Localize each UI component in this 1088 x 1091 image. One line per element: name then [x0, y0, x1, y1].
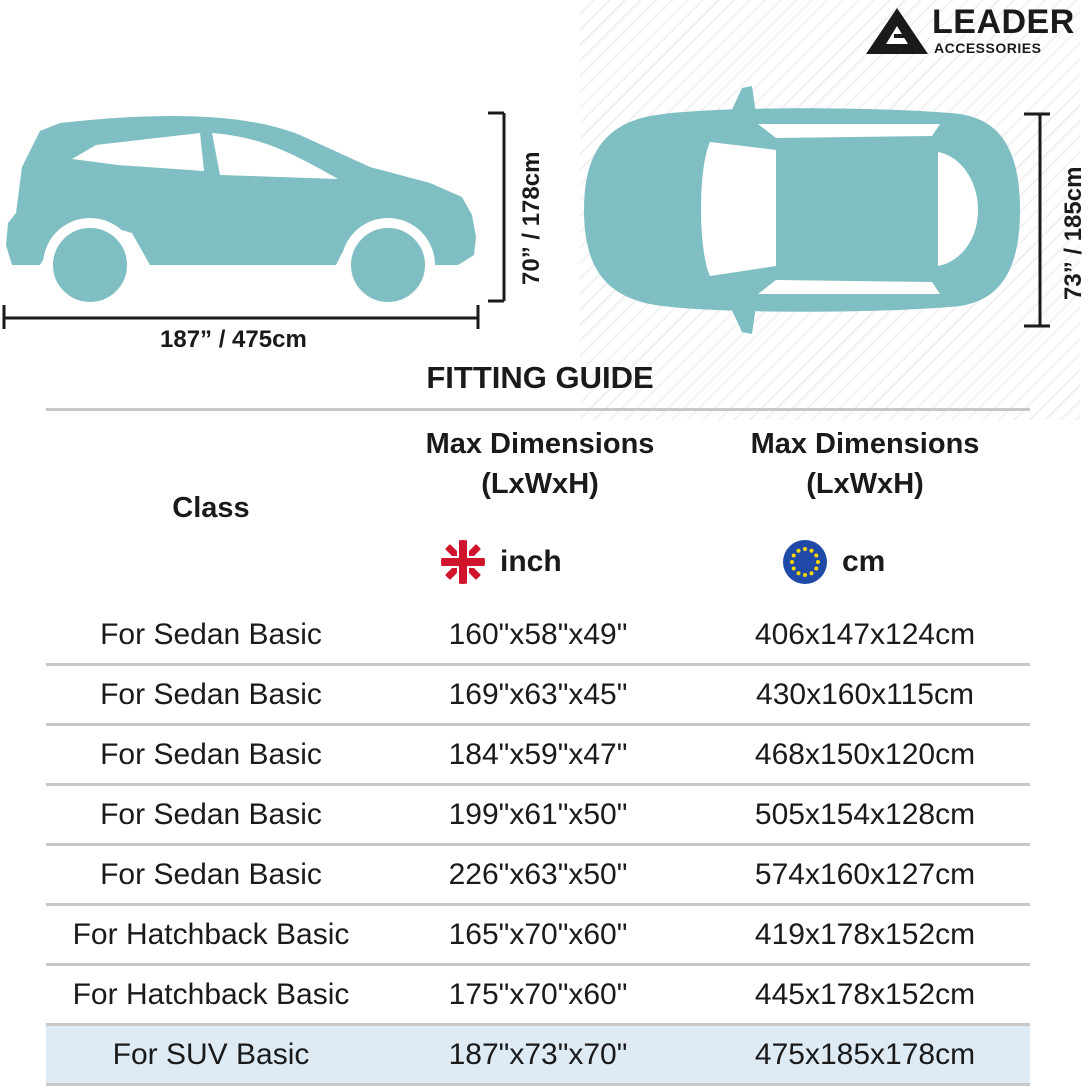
car-side-view — [0, 105, 500, 335]
cell-class: For Sedan Basic — [100, 797, 322, 831]
cell-cm: 505x154x128cm — [754, 797, 976, 831]
header-cm-line1: Max Dimensions — [750, 428, 980, 460]
leader-triangle-logo-icon — [864, 6, 930, 56]
brand-logo — [864, 4, 1074, 56]
cell-inch: 165"x70"x60" — [448, 917, 628, 951]
cell-cm: 406x147x124cm — [754, 617, 976, 651]
cell-inch: 169"x63"x45" — [448, 677, 628, 711]
cell-inch: 160"x58"x49" — [448, 617, 628, 651]
cell-cm: 475x185x178cm — [754, 1037, 976, 1071]
header-class: Class — [172, 492, 250, 524]
cell-class: For Hatchback Basic — [72, 917, 350, 951]
cell-cm: 430x160x115cm — [756, 677, 974, 711]
cell-cm: 419x178x152cm — [754, 917, 976, 951]
brand-name: LEADER — [932, 3, 1075, 41]
eu-flag-icon — [782, 539, 828, 585]
height-dimension-label: 70” / 178cm — [518, 151, 545, 285]
car-top-view — [580, 80, 1060, 350]
windshield — [701, 142, 776, 276]
table-row — [46, 846, 1030, 906]
cell-inch: 226"x63"x50" — [448, 857, 628, 891]
table-row — [46, 966, 1030, 1026]
side-window-bottom — [758, 280, 940, 294]
width-dimension-label: 73” / 185cm — [1060, 166, 1087, 300]
cell-class: For SUV Basic — [112, 1037, 310, 1071]
unit-inch — [440, 538, 562, 586]
cell-class: For Sedan Basic — [100, 737, 322, 771]
cell-class: For Hatchback Basic — [72, 977, 350, 1011]
header-inch-line2: (LxWxH) — [481, 468, 599, 500]
cell-class: For Sedan Basic — [100, 617, 322, 651]
unit-cm-label: cm — [842, 545, 886, 578]
cell-cm: 574x160x127cm — [754, 857, 976, 891]
mirror-top — [730, 86, 756, 114]
table-row — [46, 666, 1030, 726]
table-row — [46, 786, 1030, 846]
header-divider — [46, 408, 1030, 411]
brand-subtitle: ACCESSORIES — [934, 40, 1042, 56]
side-window-top — [758, 124, 940, 138]
cell-class: For Sedan Basic — [100, 857, 322, 891]
mirror-bottom — [730, 306, 756, 334]
cell-inch: 175"x70"x60" — [448, 977, 628, 1011]
fitting-guide-title: FITTING GUIDE — [426, 360, 654, 395]
header-inch-dimensions — [380, 424, 700, 504]
header-inch-line1: Max Dimensions — [425, 428, 655, 460]
header-cm-dimensions — [710, 424, 1020, 504]
unit-inch-label: inch — [500, 545, 562, 578]
cell-inch: 199"x61"x50" — [448, 797, 628, 831]
table-row — [46, 906, 1030, 966]
fitting-table — [46, 606, 1030, 1086]
table-row-highlighted — [46, 1026, 1030, 1086]
cell-cm: 468x150x120cm — [754, 737, 976, 771]
header-cm-line2: (LxWxH) — [806, 468, 924, 500]
length-dimension-label: 187” / 475cm — [160, 326, 307, 353]
table-row — [46, 606, 1030, 666]
table-row — [46, 726, 1030, 786]
cell-inch: 187"x73"x70" — [448, 1037, 628, 1071]
cell-inch: 184"x59"x47" — [448, 737, 628, 771]
cell-class: For Sedan Basic — [100, 677, 322, 711]
unit-cm — [782, 538, 885, 586]
uk-flag-icon — [440, 539, 486, 585]
cell-cm: 445x178x152cm — [754, 977, 976, 1011]
